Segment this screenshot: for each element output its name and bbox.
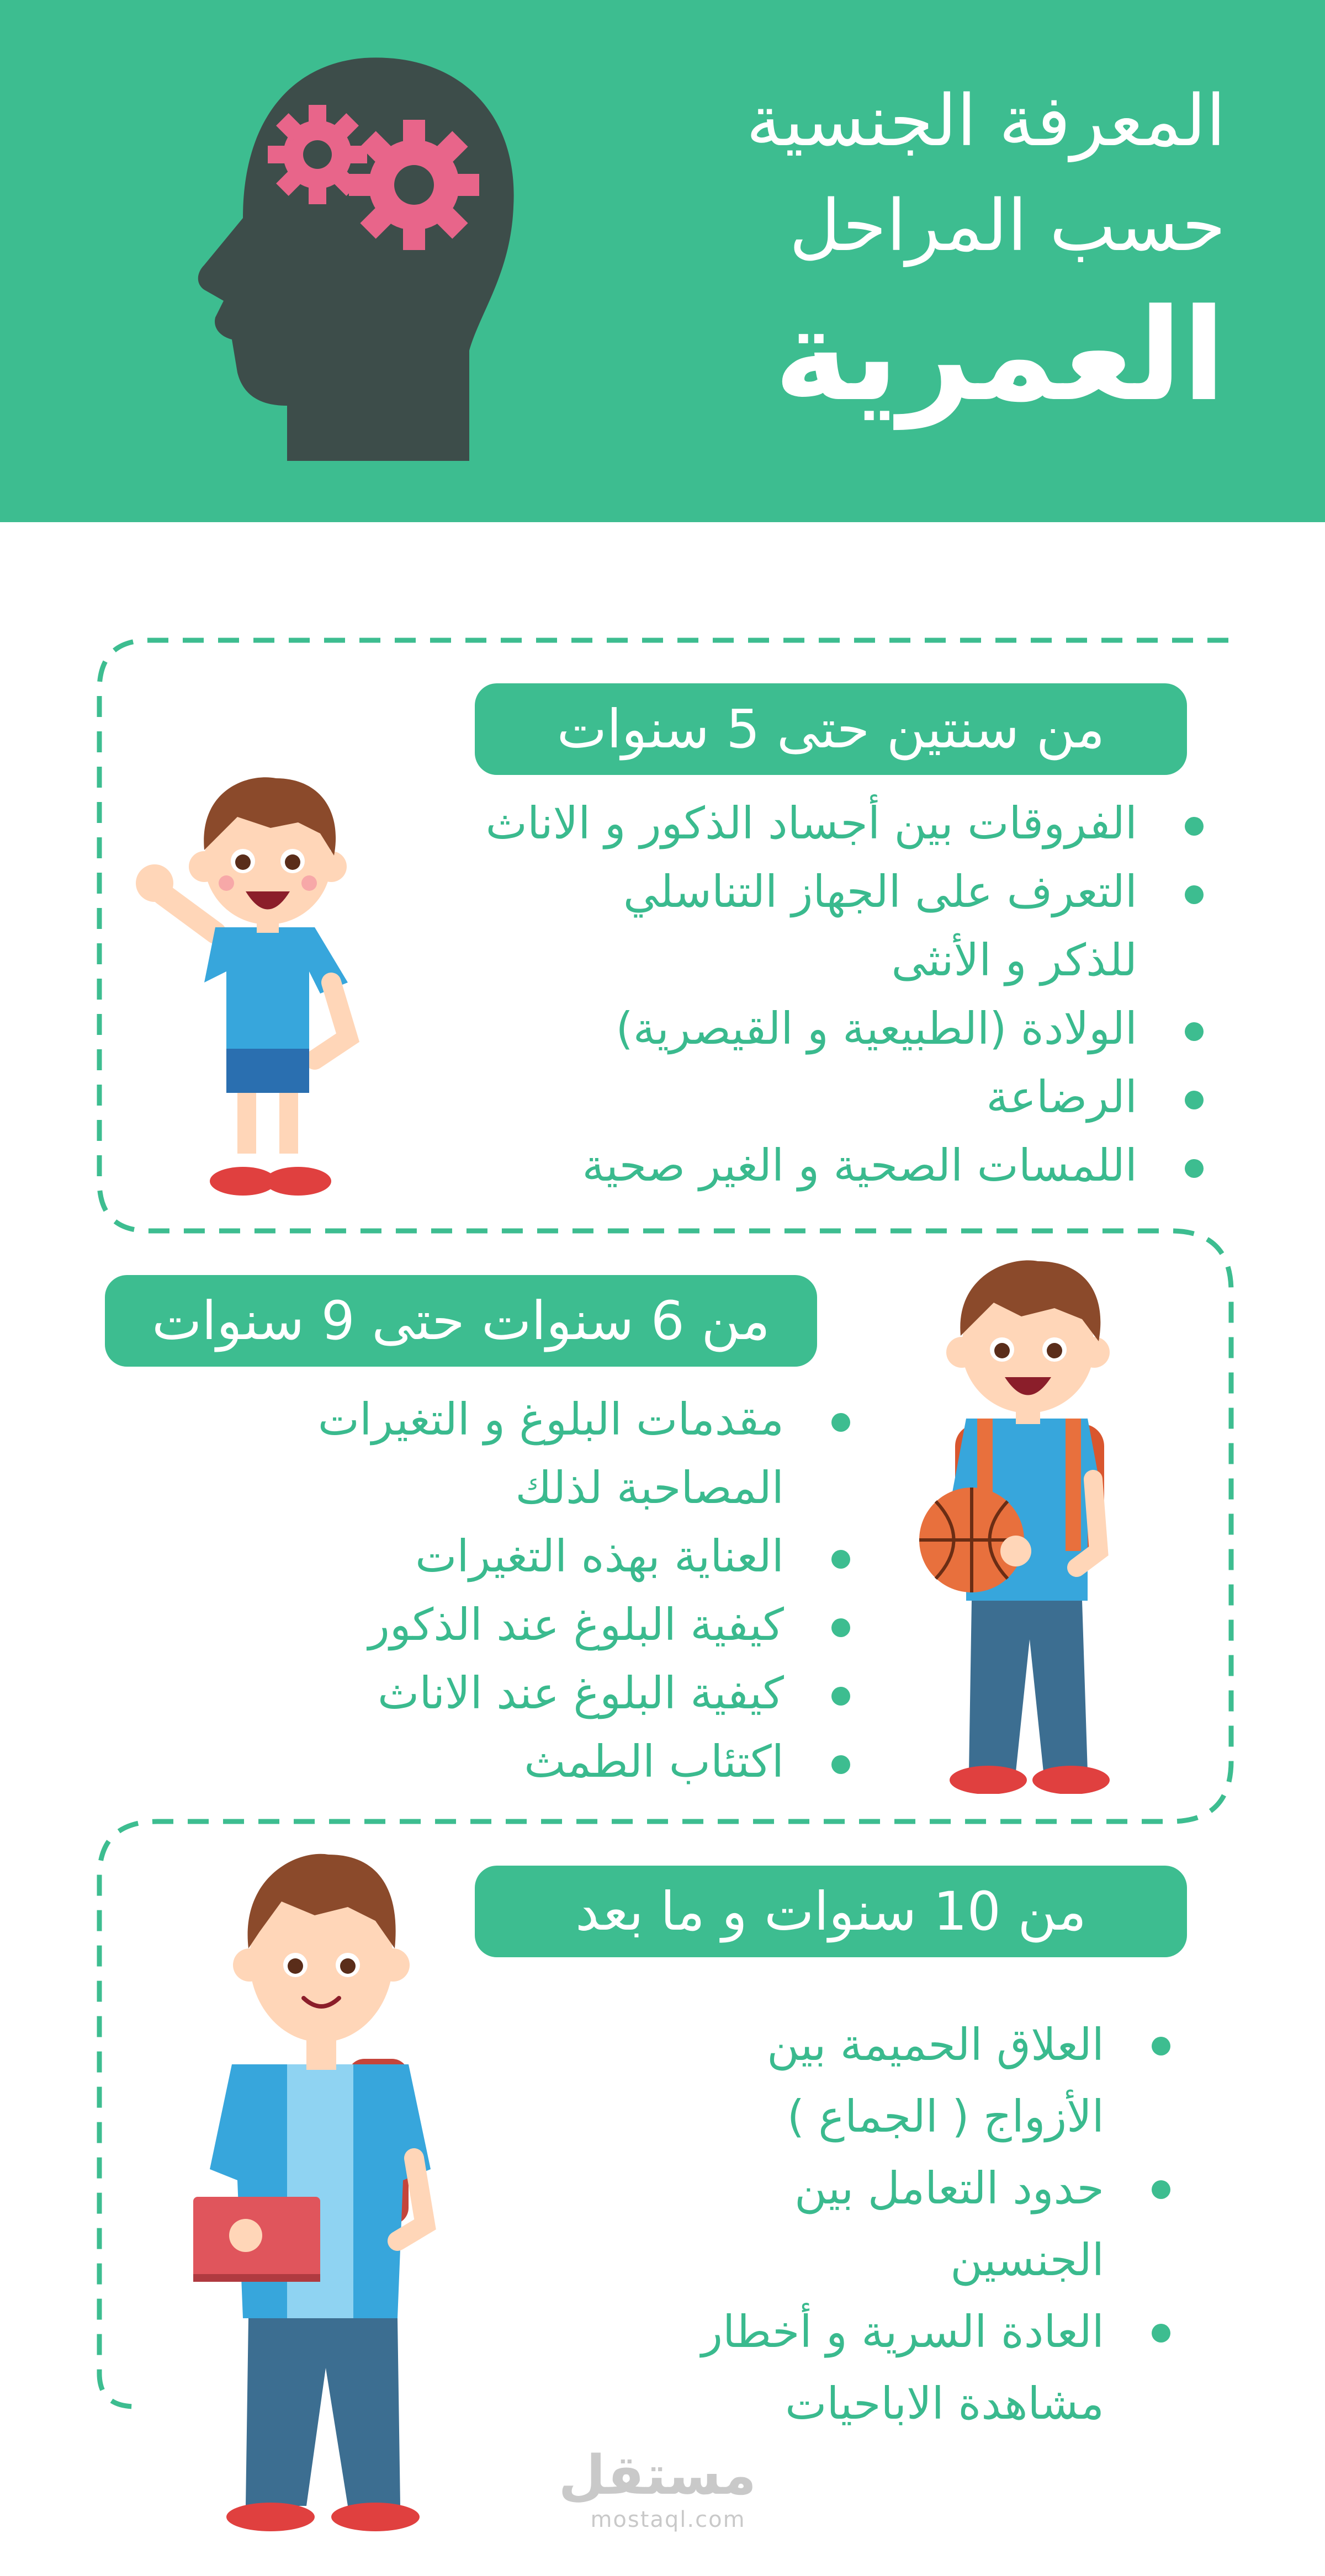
bullet-icon	[1185, 1159, 1204, 1178]
list-item: التعرف على الجهاز التناسلي	[431, 858, 1204, 926]
list-item-continuation: مشاهدة الاباحيات	[785, 2378, 1104, 2429]
list-item: كيفية البلوغ عند الذكور	[221, 1591, 850, 1659]
page-title	[536, 72, 1226, 431]
section-2-list	[221, 1385, 850, 1796]
list-item-continuation: المصاحبة لذلك	[515, 1462, 784, 1513]
list-item: الفروقات بين أجساد الذكور و الاناث	[431, 789, 1204, 858]
logo-url-text: mostaql.com	[590, 2507, 746, 2532]
bullet-icon	[831, 1550, 850, 1569]
section-2-title: من 6 سنوات حتى 9 سنوات	[105, 1275, 817, 1367]
title-line-2: حسب المراحل	[789, 185, 1226, 267]
section-3-list	[618, 2009, 1170, 2440]
list-item-continuation: للذكر و الأنثى	[891, 934, 1137, 986]
bullet-icon	[831, 1618, 850, 1637]
bullet-icon	[831, 1687, 850, 1706]
bullet-icon	[1185, 817, 1204, 836]
bullet-icon	[1152, 2324, 1170, 2343]
logo-arabic-text: مستقل	[558, 2444, 756, 2507]
bullet-icon	[1185, 885, 1204, 904]
waving-boy-icon	[132, 751, 398, 1203]
title-line-1: المعرفة الجنسية	[746, 80, 1226, 162]
list-item: اللمسات الصحية و الغير صحية	[431, 1132, 1204, 1200]
boy-with-basketball-icon	[905, 1242, 1148, 1794]
head-with-gears-icon	[182, 52, 524, 472]
teen-boy-with-book-icon	[182, 1838, 469, 2533]
section-1-list	[431, 789, 1204, 1200]
header-banner	[0, 0, 1325, 522]
list-item: مقدمات البلوغ و التغيرات	[221, 1385, 850, 1454]
bullet-icon	[831, 1413, 850, 1432]
list-item-continuation: الأزواج ( الجماع )	[787, 2091, 1104, 2142]
bullet-icon	[1185, 1091, 1204, 1109]
list-item: العلاق الحميمة بين	[618, 2009, 1170, 2081]
list-item: اكتئاب الطمث	[221, 1728, 850, 1796]
list-item: العادة السرية و أخطار	[618, 2296, 1170, 2368]
list-item: الرضاعة	[431, 1063, 1204, 1132]
bullet-icon	[831, 1755, 850, 1774]
list-item: كيفية البلوغ عند الاناث	[221, 1659, 850, 1728]
list-item: الولادة (الطبيعية و القيصرية)	[431, 995, 1204, 1063]
title-line-3: العمرية	[773, 282, 1226, 429]
bullet-icon	[1152, 2180, 1170, 2199]
bullet-icon	[1152, 2037, 1170, 2056]
list-item: حدود التعامل بين	[618, 2153, 1170, 2224]
section-3-title: من 10 سنوات و ما بعد	[475, 1866, 1187, 1957]
list-item-continuation: الجنسين	[950, 2234, 1104, 2286]
section-1-title: من سنتين حتى 5 سنوات	[475, 683, 1187, 775]
list-item: العناية بهذه التغيرات	[221, 1522, 850, 1591]
mostaql-logo	[558, 2444, 756, 2533]
bullet-icon	[1185, 1022, 1204, 1041]
